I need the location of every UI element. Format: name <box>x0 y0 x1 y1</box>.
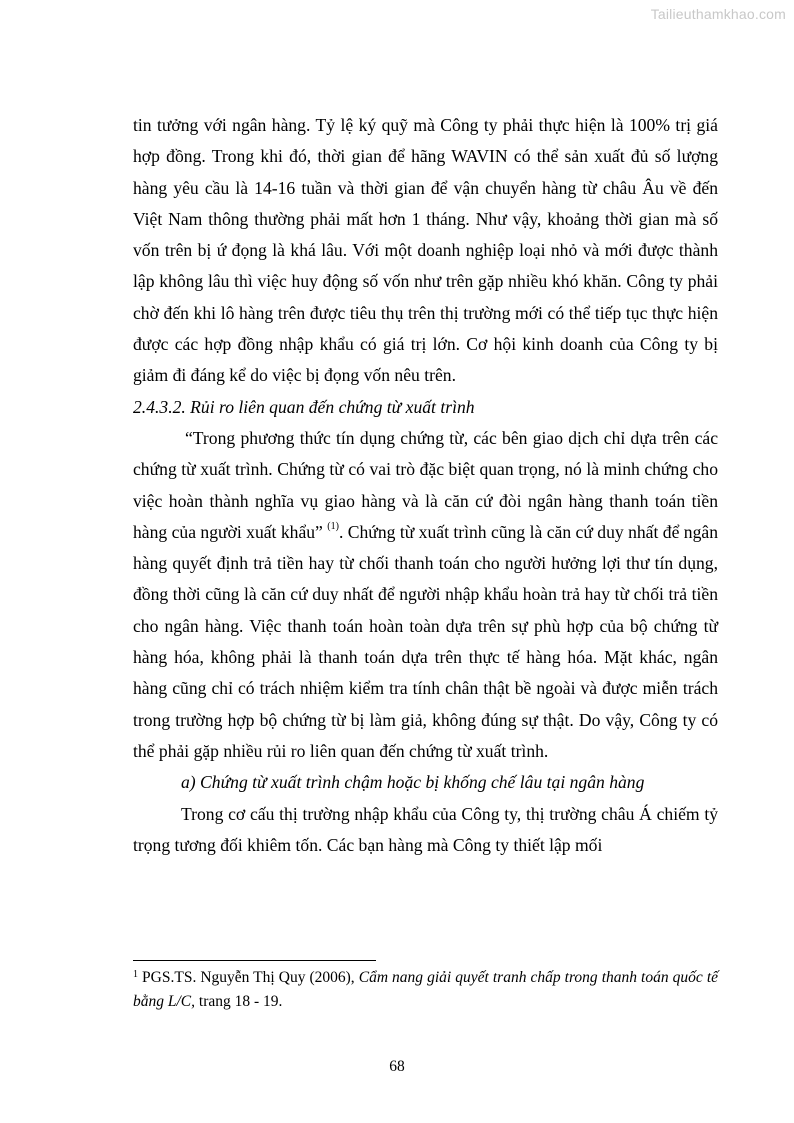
footnote-title: Cẩm nang giải quyết tranh chấp trong thanh toán quốc tế bằng L/C, <box>133 969 719 1010</box>
footnote-pages: trang 18 - 19. <box>195 993 283 1010</box>
paragraph-2-rest: . Chứng từ xuất trình cũng là căn cứ duy nhất để ngân hàng quyết định trả tiền hay từ chối thanh toán cho người hưởng lợi thư tín dụng, đồng thời cũng là căn cứ duy nhất để người nhập khẩu hoàn trả hay từ chối trả tiền cho ngân hàng. Việc thanh toán hoàn toàn dựa trên sự phù hợp của bộ chứng từ hàng hóa, không phải là thanh toán dựa trên thực tế hàng hóa. Mặt khác, ngân hàng cũng chỉ có trách nhiệm kiểm tra tính chân thật bề ngoài và được miễn trách trong trường hợp bộ chứng từ bị làm giả, không đúng sự thật. Do vậy, Công ty có thể phải gặp nhiều rủi ro liên quan đến chứng từ xuất trình. <box>133 521 718 761</box>
footnote-separator <box>133 960 376 961</box>
page-number: 68 <box>389 1058 405 1075</box>
footnote <box>133 967 718 1013</box>
footnote-mark: 1 <box>133 969 138 980</box>
subsection-heading: a) Chứng từ xuất trình chậm hoặc bị khống chế lâu tại ngân hàng <box>181 772 645 793</box>
footnote-author: PGS.TS. Nguyễn Thị Quy (2006), <box>138 969 359 986</box>
section-heading: 2.4.3.2. Rủi ro liên quan đến chứng từ xuất trình <box>133 396 475 417</box>
paragraph-1: tin tưởng với ngân hàng. Tỷ lệ ký quỹ mà Công ty phải thực hiện là 100% trị giá hợp đồng. Trong khi đó, thời gian để hãng WAVIN có thể sản xuất đủ số lượng hàng yêu cầu là 14-16 tuần và thời gian để vận chuyển hàng từ châu Âu về đến Việt Nam thông thường phải mất hơn 1 tháng. Như vậy, khoảng thời gian mà số vốn trên bị ứ đọng là khá lâu. Với một doanh nghiệp loại nhỏ và mới được thành lập không lâu thì việc huy động số vốn như trên gặp nhiều khó khăn. Công ty phải chờ đến khi lô hàng trên được tiêu thụ trên thị trường mới có thể tiếp tục thực hiện được các hợp đồng nhập khẩu có giá trị lớn. Cơ hội kinh doanh của Công ty bị giảm đi đáng kể do việc bị đọng vốn nêu trên. <box>133 115 718 386</box>
paragraph-3: Trong cơ cấu thị trường nhập khẩu của Công ty, thị trường châu Á chiếm tỷ trọng tương đối khiêm tốn. Các bạn hàng mà Công ty thiết lập mối <box>133 803 718 855</box>
paragraph-2 <box>133 423 718 767</box>
quote-text: “Trong phương thức tín dụng chứng từ, các bên giao dịch chỉ dựa trên các chứng từ xuất trình. Chứng từ có vai trò đặc biệt quan trọng, nó là minh chứng cho việc hoàn thành nghĩa vụ giao hàng và là căn cứ đòi ngân hàng thanh toán tiền hàng của người xuất khẩu” <box>133 427 718 542</box>
watermark: Tailieuthamkhao.com <box>650 6 786 22</box>
footnote-reference: (1) <box>327 521 339 532</box>
main-body <box>133 110 718 861</box>
